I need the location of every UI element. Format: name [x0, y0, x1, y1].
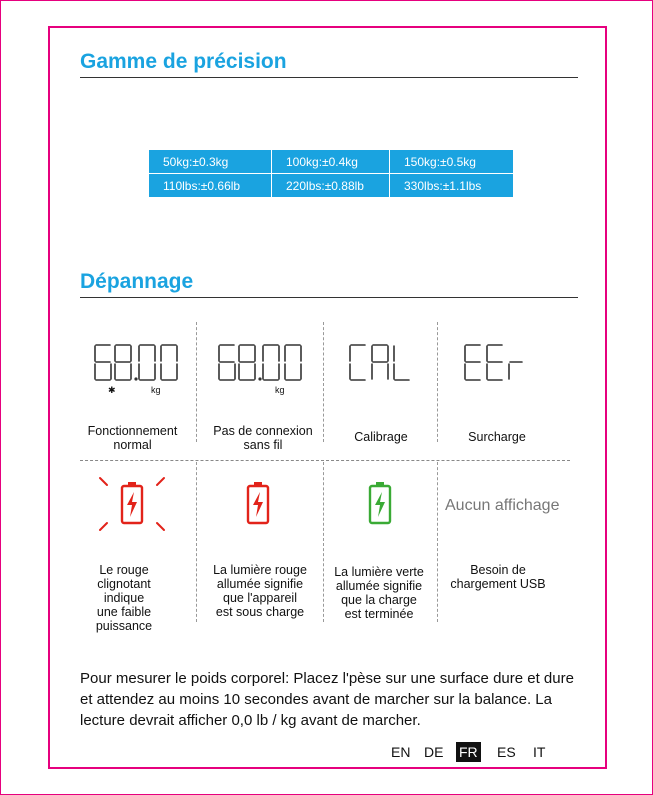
table-row: [149, 150, 514, 174]
battery-blinking-red-icon: [98, 476, 166, 541]
column-divider: [323, 322, 324, 442]
row-divider: [80, 460, 570, 461]
lcd-display-normal: [92, 342, 184, 394]
table-row: [149, 174, 514, 198]
caption-overload: Surcharge: [468, 430, 526, 444]
caption-normal: Fonctionnement normal: [87, 424, 178, 452]
lcd-cal-image: [347, 342, 417, 386]
language-de[interactable]: DE: [424, 744, 444, 760]
no-display-label: Aucun affichage: [445, 497, 560, 514]
table-cell: 150kg:±0.5kg: [390, 150, 514, 174]
column-divider: [437, 322, 438, 442]
caption-low-battery: Le rouge clignotant indique une faible puissance: [95, 563, 153, 633]
lcd-display-overload: [462, 342, 532, 386]
column-divider: [196, 462, 197, 622]
column-divider: [437, 462, 438, 622]
section-title-precision: Gamme de précision: [80, 50, 287, 73]
section-rule: [80, 77, 578, 78]
lcd-display-no-connection: [216, 342, 308, 394]
language-en[interactable]: EN: [391, 744, 411, 760]
table-cell: 330lbs:±1.1lbs: [390, 174, 514, 198]
table-cell: 100kg:±0.4kg: [272, 150, 390, 174]
lcd-digits-image: [216, 342, 308, 394]
content-frame: [48, 26, 607, 769]
caption-no-connection: Pas de connexion sans fil: [213, 424, 313, 452]
caption-charging: La lumière rouge allumée signifie que l'appareil est sous charge: [213, 563, 307, 619]
bluetooth-icon: ✱: [108, 385, 116, 395]
instructions-paragraph: Pour mesurer le poids corporel: Placez l'pèse sur une surface dure et dure et attendez au moins 10 secondes avant de marcher sur la balance. La lecture devrait afficher 0,0 lb / kg avant de marcher.: [80, 670, 574, 729]
language-fr[interactable]: FR: [456, 742, 481, 762]
battery-green-icon: [368, 480, 392, 530]
table-cell: 50kg:±0.3kg: [149, 150, 272, 174]
precision-table: [148, 149, 514, 198]
lcd-display-calibration: [347, 342, 417, 386]
section-rule: [80, 297, 578, 298]
lcd-digits-image: [92, 342, 184, 394]
unit-label: kg: [151, 385, 161, 395]
caption-usb-charge: Besoin de chargement USB: [450, 563, 546, 591]
column-divider: [196, 322, 197, 442]
section-title-troubleshooting: Dépannage: [80, 270, 194, 293]
caption-calibration: Calibrage: [354, 430, 408, 444]
table-cell: 220lbs:±0.88lb: [272, 174, 390, 198]
lcd-eer-image: [462, 342, 532, 386]
table-cell: 110lbs:±0.66lb: [149, 174, 272, 198]
unit-label: kg: [275, 385, 285, 395]
column-divider: [323, 462, 324, 622]
caption-charged: La lumière verte allumée signifie que la charge est terminée: [334, 565, 424, 621]
language-it[interactable]: IT: [533, 744, 546, 760]
battery-red-icon: [246, 480, 270, 530]
language-es[interactable]: ES: [497, 744, 516, 760]
